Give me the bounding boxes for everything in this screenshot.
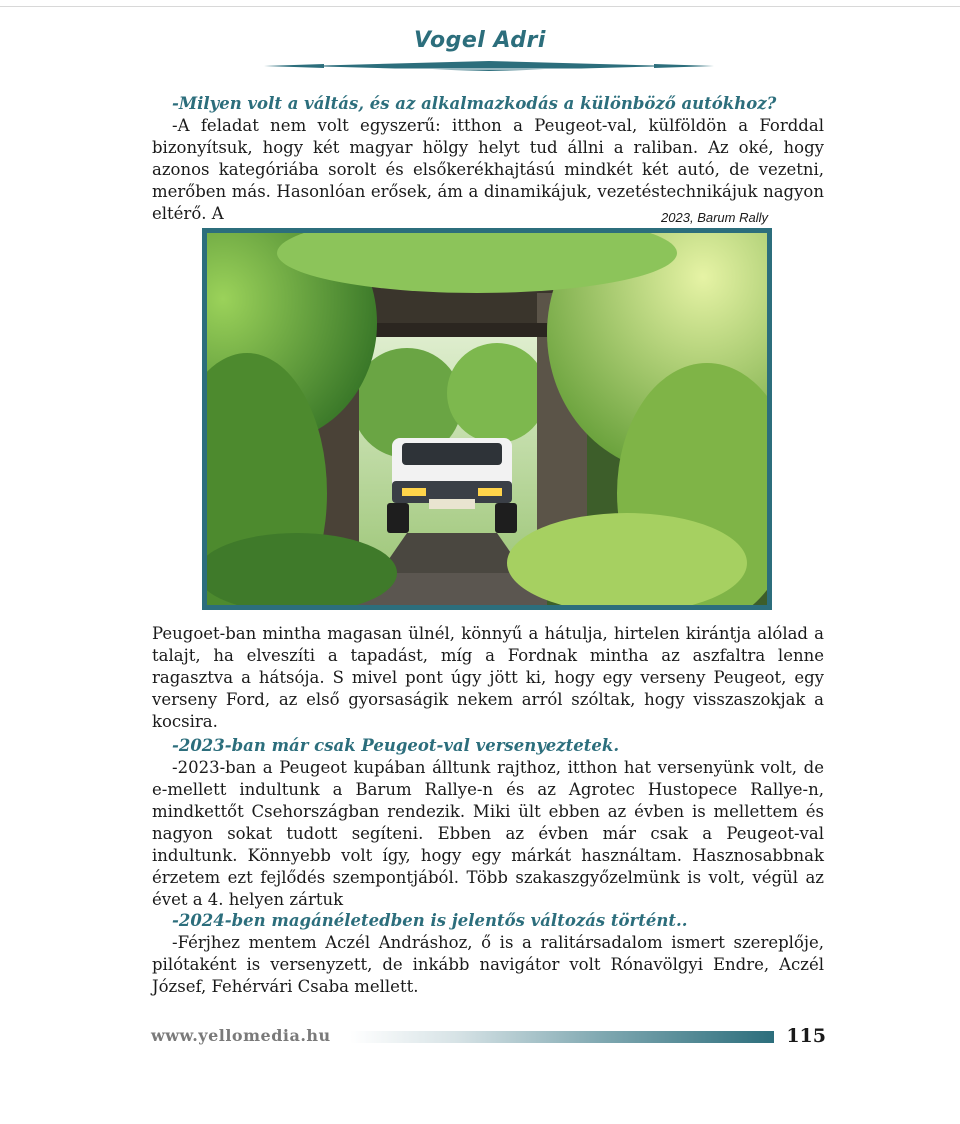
- rally-car-image: [207, 233, 767, 605]
- top-border-line: [0, 6, 960, 7]
- answer-paragraph: -Férjhez mentem Aczél Andráshoz, ő is a ralitársadalom ismert szereplője, pilótaként is versenyzett, de inkább navigátor volt Rónavölgyi Endre, Aczél József, Fehérvári Csaba mellett.: [152, 933, 824, 996]
- answer-paragraph: -2023-ban a Peugeot kupában álltunk rajthoz, itthon hat versenyünk volt, de e-mellett indultunk a Barum Rallye-n és az Agrotec Hustopece Rallye-n, mindkettőt Csehországban rendezik. Miki ült ebben az évben is mellettem és nagyon sokat tudott segíteni. Ebben az évben már csak a Peugeot-val indultunk. Könnyebb volt így, hogy egy márkát használtam. Hasznosabbnak érzetem ezt fejlődés szempontjából. Több szakaszgyőzelmünk is volt, végül az évet a 4. helyen zártuk: [152, 758, 824, 909]
- header-author-title: Vogel Adri: [414, 28, 546, 53]
- header-decorative-rule: [264, 60, 714, 74]
- rally-photo: [202, 228, 772, 610]
- page-number: 115: [786, 1025, 826, 1047]
- footer-website-link[interactable]: www.yellomedia.hu: [151, 1026, 331, 1045]
- answer-paragraph: -A feladat nem volt egyszerű: itthon a Peugeot-val, külföldön a Forddal bizonyítsuk, hogy két magyar hölgy helyt tud állni a raliban. Az oké, hogy azonos kategóriába sorolt és elsőkerékhajtású mindkét két autó, de vezetni, merőben más. Hasonlóan erősek, ám a dinamikájuk, vezetéstechnikájuk nagyon eltérő. A: [152, 116, 824, 223]
- question-heading: -2023-ban már csak Peugeot-val versenyeztetek.: [172, 736, 620, 755]
- section-1-continued: [152, 623, 824, 733]
- section-1-top: [152, 93, 824, 225]
- answer-paragraph-continued: Peugoet-ban mintha magasan ülnél, könnyű a hátulja, hirtelen kirántja alólad a talajt, ha elveszíti a tapadást, míg a Fordnak mintha az aszfaltra lenne ragasztva a hátsója. S mivel pont úgy jött ki, hogy egy verseny Peugeot, egy verseny Ford, az első gyorsaságik nekem arról szóltak, hogy visszaszokjak a kocsira.: [152, 624, 824, 731]
- question-heading: -Milyen volt a váltás, és az alkalmazkodás a különböző autókhoz?: [172, 94, 777, 113]
- question-heading: -2024-ben magánéletedben is jelentős változás történt..: [172, 911, 688, 930]
- section-2: [152, 735, 824, 911]
- footer-gradient-bar: [350, 1031, 774, 1043]
- photo-caption: 2023, Barum Rally: [661, 210, 768, 225]
- section-3: [152, 910, 824, 998]
